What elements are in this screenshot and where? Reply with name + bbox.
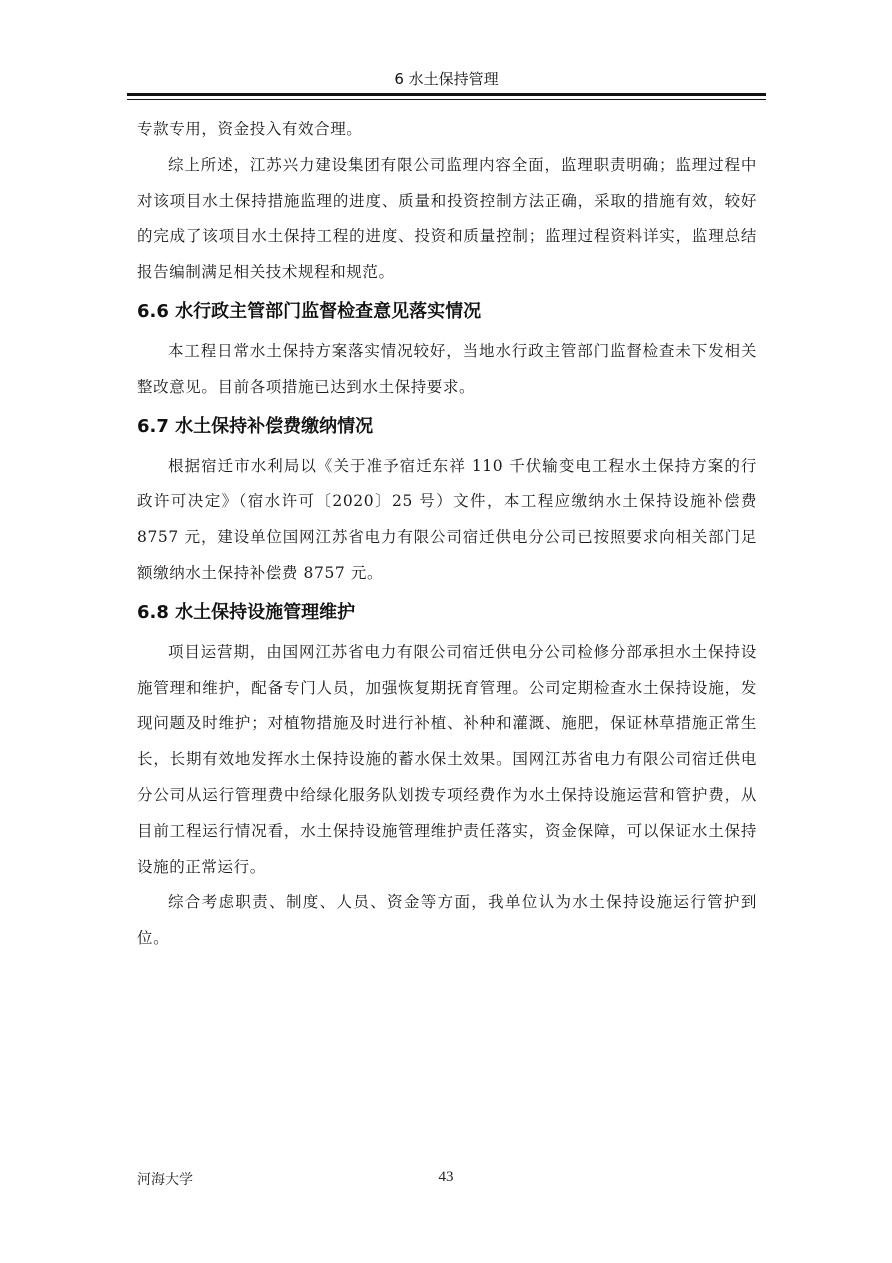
header-rule-thick (127, 93, 766, 96)
footer-institution: 河海大学 (137, 1172, 193, 1188)
heading-6-8: 6.8 水土保持设施管理维护 (137, 601, 356, 623)
header-rule-thin (127, 99, 766, 100)
heading-6-6: 6.6 水行政主管部门监督检查意见落实情况 (137, 300, 482, 322)
page-body (137, 112, 757, 957)
running-header: 6 水土保持管理 (394, 70, 499, 88)
heading-6-7: 6.7 水土保持补偿费缴纳情况 (137, 415, 374, 437)
paragraph-6-6: 本工程日常水土保持方案落实情况较好，当地水行政主管部门监督检查未下发相关整改意见。目前各项措施已达到水土保持要求。 (137, 341, 757, 396)
paragraph-6-7: 根据宿迁市水利局以《关于准予宿迁东祥 110 千伏输变电工程水土保持方案的行政许可决定》（宿水许可〔2020〕25 号）文件，本工程应缴纳水土保持设施补偿费 8757 元，建设单位国网江苏省电力有限公司宿迁供电分公司已按照要求向相关部门足额缴纳水土保持补偿费 8757 元。 (137, 456, 757, 582)
paragraph-6-8-maintenance: 项目运营期，由国网江苏省电力有限公司宿迁供电分公司检修分部承担水土保持设施管理和维护，配备专门人员，加强恢复期抚育管理。公司定期检查水土保持设施，发现问题及时维护；对植物措施及时进行补植、补种和灌溉、施肥，保证林草措施正常生长，长期有效地发挥水土保持设施的蓄水保土效果。国网江苏省电力有限公司宿迁供电分公司从运行管理费中给绿化服务队划拨专项经费作为水土保持设施运营和管护费，从目前工程运行情况看，水土保持设施管理维护责任落实，资金保障，可以保证水土保持设施的正常运行。 (137, 642, 757, 876)
paragraph-continuation: 专款专用，资金投入有效合理。 (137, 120, 363, 138)
paragraph-6-8-conclusion: 综合考虑职责、制度、人员、资金等方面，我单位认为水土保持设施运行管护到位。 (137, 893, 757, 948)
paragraph-supervision-summary: 综上所述，江苏兴力建设集团有限公司监理内容全面，监理职责明确；监理过程中对该项目水土保持措施监理的进度、质量和投资控制方法正确，采取的措施有效，较好的完成了该项目水土保持工程的进度、投资和质量控制；监理过程资料详实，监理总结报告编制满足相关技术规程和规范。 (137, 155, 757, 282)
page-number: 43 (438, 1169, 454, 1185)
